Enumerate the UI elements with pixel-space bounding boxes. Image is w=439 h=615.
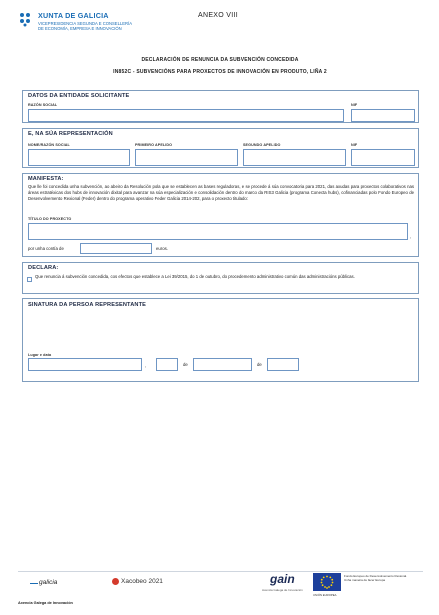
year-field[interactable] (267, 358, 299, 371)
place-comma: , (145, 363, 147, 368)
entity-nif-label: NIF (351, 103, 358, 107)
date-de-2: de (257, 362, 262, 367)
renounce-checkbox[interactable] (27, 277, 32, 282)
declara-section (22, 262, 419, 294)
galicia-mark-icon (30, 580, 38, 584)
signature-section (22, 298, 419, 382)
galicia-logo (30, 579, 57, 586)
xacobeo-logo (112, 578, 163, 585)
representation-section-title: E, NA SÚA REPRESENTACIÓN (28, 131, 113, 137)
rep-nif-label: NIF (351, 143, 358, 147)
xacobeo-logo-text: Xacobeo 2021 (121, 578, 163, 586)
declara-text: Que renuncia á subvención concedida, cos efectos que establece a Lei 39/2015, do 1 de outubro, do procedemento administrativo común das administracións públicas. (35, 274, 355, 279)
place-date-label: Lugar e data (28, 353, 52, 357)
rep-nif-field[interactable] (351, 149, 415, 166)
xacobeo-mark-icon (112, 578, 119, 585)
day-field[interactable] (156, 358, 178, 371)
org-name: XUNTA DE GALICIA (38, 11, 109, 20)
org-department: VICEPRESIDENCIA SEGUNDA E CONSELLERÍA DE ECONOMÍA, EMPRESA E INNOVACIÓN (38, 21, 132, 31)
rep-name-field[interactable] (28, 149, 130, 166)
annex-title: ANEXO VIII (198, 12, 238, 19)
rep-first-surname-label: PRIMEIRO APELIDO (135, 143, 173, 147)
amount-prefix: por unha contía de (28, 246, 64, 251)
representation-section (22, 128, 419, 168)
eu-fund-text: Fondo Europeo de Desenvolvemento Rexional. Unha maneira de facer Europa (344, 574, 408, 582)
rep-second-surname-label: SEGUNDO APELIDO (243, 143, 281, 147)
rep-first-surname-field[interactable] (135, 149, 238, 166)
galicia-logo-text: galicia (39, 579, 58, 586)
date-de-1: de (183, 362, 188, 367)
manifesta-text: Que lle foi concedida unha subvención, ao abeiro da Resolución pola que se establecen as bases reguladoras, e se procede á súa convocatoria para 2021, das axudas para proxectos colaborativos nas áreas estratéxicas dos hubs de innovación dixital para avanzar na súa especialización e consolidación dentro do marco da RIS3 Galicia (programa Conecta hubs), cofinanciadas polo Fondo Europeo de Desenvolvemento Rexional (Feder) dentro do programa operativo Feder Galicia 2014-202, para o proxecto titulado: (28, 184, 414, 202)
entity-nif-field[interactable] (351, 109, 415, 122)
document-titles (60, 57, 380, 75)
document-title: DECLARACIÓN DE RENUNCIA DA SUBVENCIÓN CONCEDIDA (141, 57, 299, 63)
manifesta-section-title: MANIFESTA: (28, 176, 64, 182)
place-field[interactable] (28, 358, 142, 371)
amount-field[interactable] (80, 243, 152, 254)
project-title-label: TÍTULO DO PROXECTO (28, 217, 72, 221)
project-title-field[interactable] (28, 223, 408, 240)
amount-suffix: euros. (156, 246, 168, 251)
gain-logo: gain (270, 572, 295, 586)
manifesta-section (22, 173, 419, 257)
document-header (18, 10, 428, 58)
entity-section-title: DATOS DA ENTIDADE SOLICITANTE (28, 93, 130, 99)
agency-name: Axencia Galega de Innovación (18, 601, 73, 605)
footer-divider (18, 571, 423, 572)
declara-section-title: DECLARA: (28, 265, 59, 271)
project-comma: , (410, 234, 412, 239)
eu-flag-icon (313, 573, 341, 591)
razon-social-label: RAZÓN SOCIAL (28, 103, 58, 107)
xunta-emblem-icon (18, 11, 34, 27)
gain-logo-subtitle: Axencia Galega de Innovación (262, 588, 303, 592)
document-footer (0, 568, 439, 615)
rep-second-surname-field[interactable] (243, 149, 346, 166)
month-field[interactable] (193, 358, 252, 371)
rep-name-label: NOME/RAZÓN SOCIAL (28, 143, 70, 147)
entity-section (22, 90, 419, 123)
signature-section-title: SINATURA DA PERSOA REPRESENTANTE (28, 302, 147, 308)
xunta-logo (18, 10, 132, 56)
procedure-title: IN852C - SUBVENCIÓNS PARA PROXECTOS DE INNOVACIÓN EN PRODUTO, LIÑA 2 (113, 69, 327, 75)
eu-label: UNIÓN EUROPEA (313, 593, 337, 597)
razon-social-field[interactable] (28, 109, 344, 122)
